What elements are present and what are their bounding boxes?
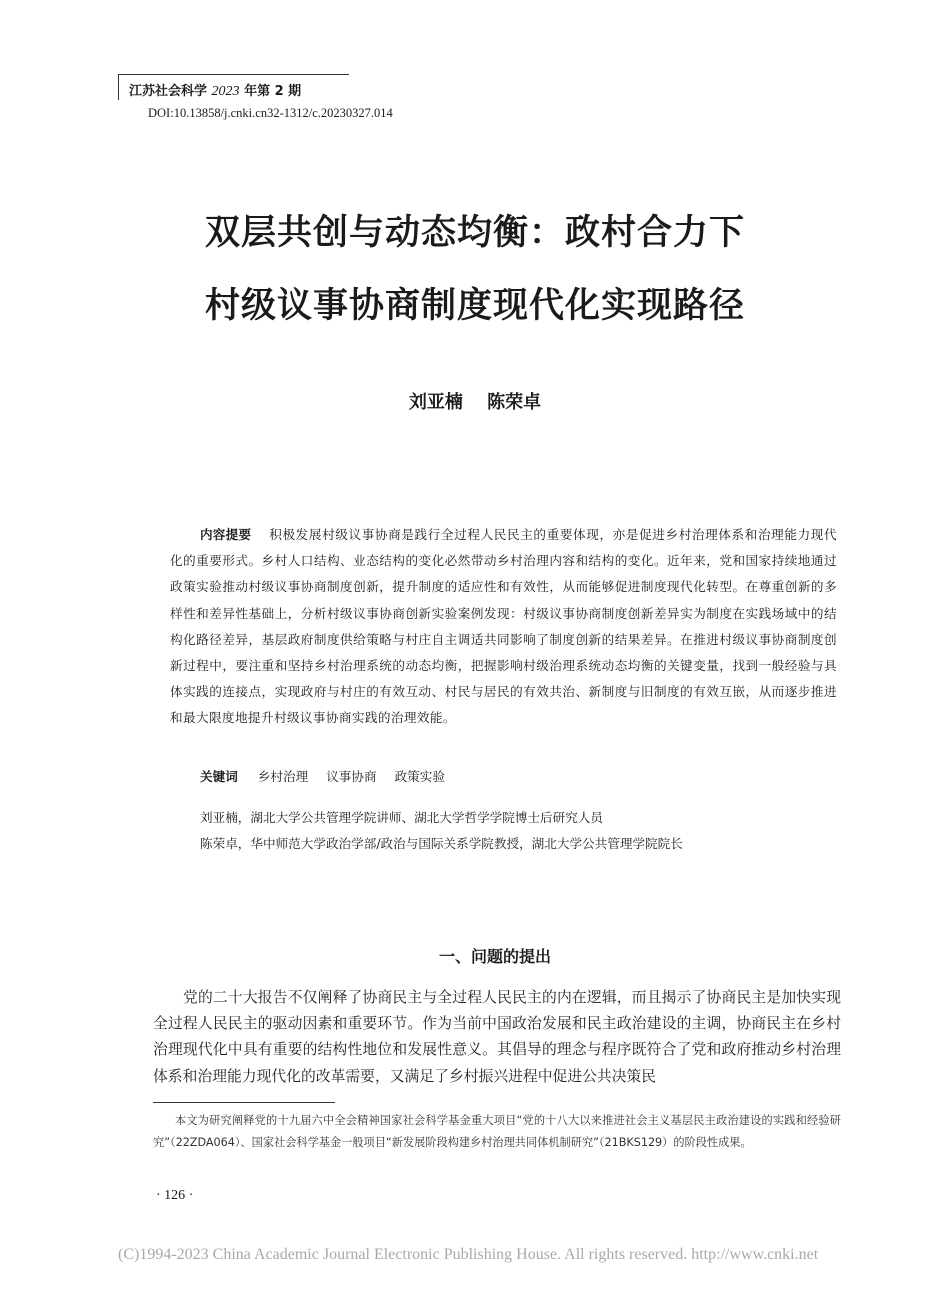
title-line-1: 双层共创与动态均衡：政村合力下 [204, 213, 745, 253]
journal-year: 2023 [211, 84, 240, 99]
article-title [0, 197, 950, 343]
title-line-2: 村级议事协商制度现代化实现路径 [204, 286, 745, 326]
affiliation-author-2: 陈荣卓，华中师范大学政治学部/政治与国际关系学院教授，湖北大学公共管理学院院长 [200, 836, 683, 851]
abstract [170, 522, 837, 732]
footnote-divider [153, 1102, 335, 1103]
page-number: · 126 · [156, 1188, 194, 1203]
authors: 刘亚楠 陈荣卓 [408, 392, 542, 413]
keywords [200, 766, 459, 785]
keywords-label: 关键词 [200, 769, 238, 784]
abstract-text: 积极发展村级议事协商是践行全过程人民民主的重要体现，亦是促进乡村治理体系和治理能力现代化的重要形式。乡村人口结构、业态结构的变化必然带动乡村治理内容和结构的变化。近年来，党和国家持续地通过政策实验推动村级议事协商制度创新，提升制度的适应性和有效性，从而能够促进制度现代化转型。在尊重创新的多样性和差异性基础上，分析村级议事协商创新实验案例发现：村级议事协商制度创新差异实为制度在实践场域中的结构化路径差异，基层政府制度供给策略与村庄自主调适共同影响了制度创新的结果差异。在推进村级议事协商制度创新过程中，要注重和坚持乡村治理系统的动态均衡，把握影响村级治理系统动态均衡的关键变量，找到一般经验与具体实践的连接点，实现政府与村庄的有效互动、村民与居民的有效共治、新制度与旧制度的有效互嵌，从而逐步推进和最大限度地提升村级议事协商实践的治理效能。 [170, 527, 838, 726]
doi[interactable]: DOI:10.13858/j.cnki.cn32-1312/c.20230327.014 [148, 106, 393, 120]
affiliation-author-1: 刘亚楠，湖北大学公共管理学院讲师、湖北大学哲学学院博士后研究人员 [200, 810, 603, 825]
keyword: 政策实验 [394, 769, 445, 784]
copyright-notice: (C)1994-2023 China Academic Journal Electronic Publishing House. All rights reserved. http://www.cnki.net [118, 1246, 819, 1263]
journal-issue: 年第 2 期 [244, 84, 302, 99]
journal-name: 江苏社会科学 [129, 84, 208, 99]
keyword: 乡村治理 [257, 769, 309, 784]
body-paragraph: 党的二十大报告不仅阐释了协商民主与全过程人民民主的内在逻辑，而且揭示了协商民主是加快实现全过程人民民主的驱动因素和重要环节。作为当前中国政治发展和民主政治建设的主调，协商民主在乡村治理现代化中具有重要的结构性地位和发展性意义。其倡导的理念与程序既符合了党和政府推动乡村治理体系和治理能力现代化的改革需要，又满足了乡村振兴进程中促进公共决策民 [153, 989, 841, 1085]
keyword: 议事协商 [326, 769, 377, 784]
journal-header [118, 74, 349, 100]
section-heading: 一、问题的提出 [438, 947, 551, 966]
funding-footnote: 本文为研究阐释党的十九届六中全会精神国家社会科学基金重大项目“党的十八大以来推进社会主义基层民主政治建设的实践和经验研究”（22ZDA064）、国家社会科学基金一般项目“新发展阶段构建乡村治理共同体机制研究”（21BKS129）的阶段性成果。 [153, 1114, 841, 1149]
abstract-label: 内容提要 [200, 527, 252, 542]
